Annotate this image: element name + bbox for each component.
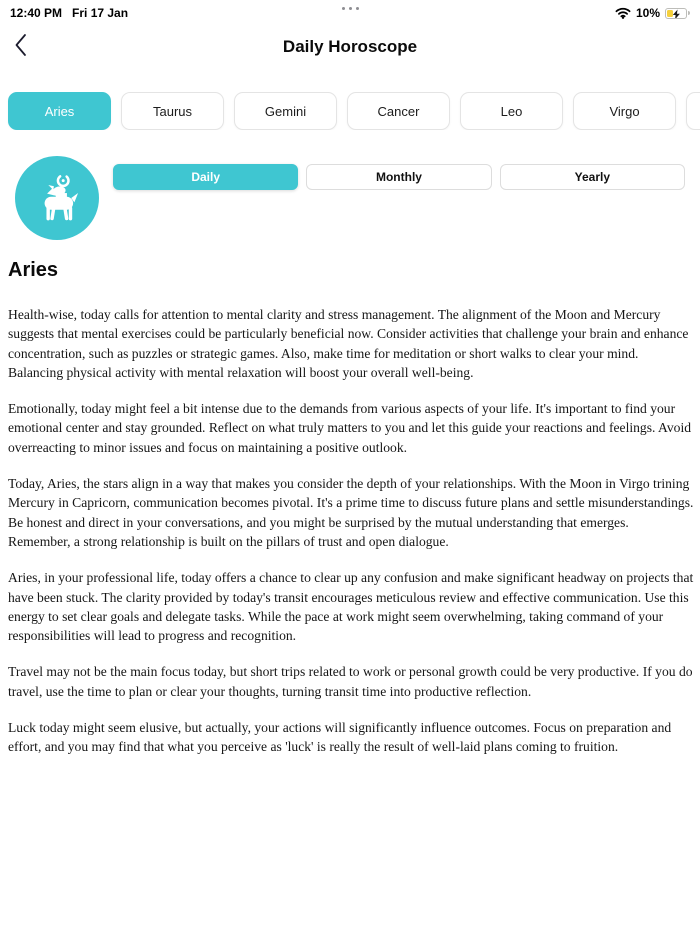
horoscope-paragraph: Health-wise, today calls for attention to mental clarity and stress management. The alignment of the Moon and Mercury suggests that mental exercises could be particularly beneficial now. Consider activities that challenge your brain and enhance concentration, such as puzzles or strategic games. Also, make time for meditation or short walks to clear your mind. Balancing physical activity with mental relaxation will boost your overall well-being. xyxy=(8,307,689,380)
horoscope-paragraph: Emotionally, today might feel a bit intense due to the demands from various aspects of your life. It's important to find your emotional center and stay grounded. Reflect on what truly matters to you and let this guide your reactions and feelings. Avoid overreacting to minor issues and focus on maintaining a positive outlook. xyxy=(8,401,692,455)
zodiac-tab-gemini[interactable] xyxy=(234,92,337,130)
status-date: Fri 17 Jan xyxy=(72,6,129,20)
period-tab-monthly[interactable] xyxy=(306,164,491,190)
page-title: Daily Horoscope xyxy=(282,37,418,56)
horoscope-text xyxy=(0,282,700,757)
tab-label: Taurus xyxy=(152,103,193,119)
zodiac-tab-virgo[interactable] xyxy=(573,92,676,130)
horoscope-paragraph: Aries, in your professional life, today offers a chance to clear up any confusion and make significant headway on projects that have been stuck. The clarity provided by today's transit encourages meticulous review and effective communication. Use this energy to set clear goals and delegate tasks. While the pace at work might seem overwhelming, taking command of your responsibilities will lead to progress and recognition. xyxy=(8,570,694,644)
tab-label: Cancer xyxy=(377,103,420,119)
ram-icon xyxy=(15,156,99,240)
zodiac-tab-taurus[interactable] xyxy=(121,92,224,130)
back-chevron-icon[interactable] xyxy=(14,30,40,60)
nav-header xyxy=(0,26,700,68)
battery-charging-icon xyxy=(665,8,690,19)
tab-label: Aries xyxy=(44,103,75,119)
horoscope-paragraph: Travel may not be the main focus today, but short trips related to work or personal growth could be very productive. If you do travel, use the time to plan or clear your thoughts, turning transit time into productive reflection. xyxy=(8,664,693,699)
zodiac-tab-next-partial[interactable] xyxy=(686,92,700,130)
battery-percent: 10% xyxy=(635,6,660,20)
zodiac-tab-cancer[interactable] xyxy=(347,92,450,130)
zodiac-tab-aries[interactable] xyxy=(8,92,111,130)
status-bar xyxy=(0,0,700,22)
wifi-icon xyxy=(615,7,631,19)
tab-label: Daily xyxy=(191,170,220,184)
period-tab-yearly[interactable] xyxy=(500,164,685,190)
tab-label: Leo xyxy=(500,103,523,119)
status-time: 12:40 PM xyxy=(10,6,63,20)
tab-label: Yearly xyxy=(574,170,610,184)
tab-label: Virgo xyxy=(609,103,640,119)
sign-name-heading: Aries xyxy=(8,259,59,281)
period-tab-strip xyxy=(113,164,685,190)
tab-label: Monthly xyxy=(375,170,422,184)
horoscope-paragraph: Luck today might seem elusive, but actually, your actions will significantly influence outcomes. Focus on preparation and effort, and you may find that what you perceive as 'luck' is really the result of well-laid plans coming to fruition. xyxy=(8,720,672,755)
tab-label: Gemini xyxy=(264,103,307,119)
zodiac-tab-leo[interactable] xyxy=(460,92,563,130)
sign-row xyxy=(0,156,700,240)
zodiac-tab-strip xyxy=(0,92,700,130)
horoscope-paragraph: Today, Aries, the stars align in a way that makes you consider the depth of your relationships. With the Moon in Virgo trining Mercury in Capricorn, communication becomes pivotal. It's a prime time to discuss future plans and settle misunderstandings. Be honest and direct in your conversations, and you might be surprised by the mutual understanding that emerges. Remember, a strong relationship is built on the pillars of trust and open dialogue. xyxy=(8,476,694,549)
period-tab-daily[interactable] xyxy=(113,164,298,190)
